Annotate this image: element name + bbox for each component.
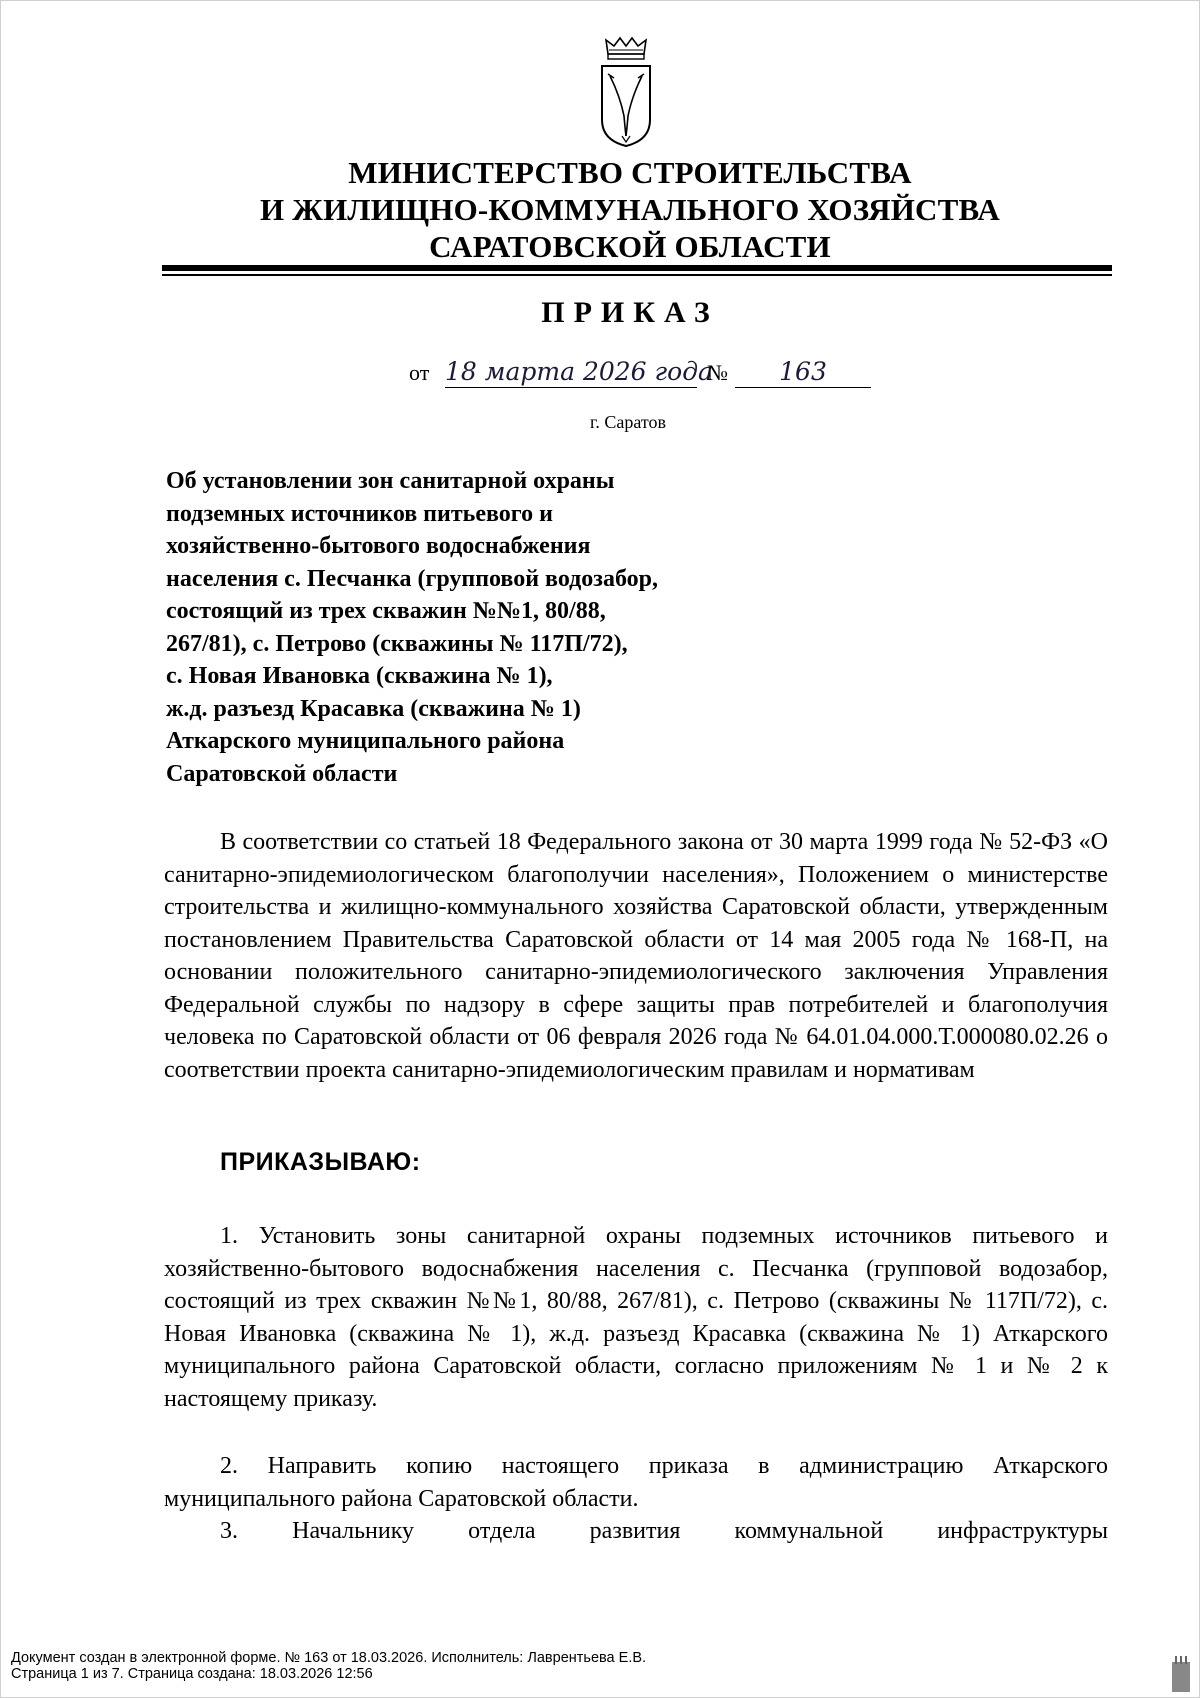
electronic-document-footer (11, 1650, 1161, 1682)
subject-line: состоящий из трех скважин №№1, 80/88, (166, 598, 606, 624)
order-date-handwritten: 18 марта 2026 года (445, 357, 713, 386)
ministry-line-1: МИНИСТЕРСТВО СТРОИТЕЛЬСТВА (348, 155, 912, 190)
preamble-paragraph: В соответствии со статьей 18 Федерального закона от 30 марта 1999 года № 52-ФЗ «О санитарно-эпидемиологическом благополучии населения», Положением о министерстве строительства и жилищно-коммунального хозяйства Саратовской области, утвержденным постановлением Правительства Саратовской области от 14 мая 2005 года № 168-П, на основании положительного санитарно-эпидемиологического заключения Управления Федеральной службы по надзору в сфере защиты прав потребителей и благополучия человека по Саратовской области от 06 февраля 2026 года № 64.01.04.000.Т.000080.02.26 о соответствии проекта санитарно-эпидемиологическим правилам и нормативам (164, 829, 1108, 1083)
order-directive-word: ПРИКАЗЫВАЮ: (220, 1148, 421, 1176)
subject-line: Об установлении зон санитарной охраны (166, 468, 615, 494)
order-subject (166, 465, 806, 790)
ministry-line-3: САРАТОВСКОЙ ОБЛАСТИ (429, 229, 831, 264)
header-rule-thin (162, 274, 1112, 276)
order-title: ПРИКАЗ (541, 296, 719, 329)
subject-line: хозяйственно-бытового водоснабжения (166, 533, 591, 559)
footer-line-2: Страница 1 из 7. Страница создана: 18.03.2026 12:56 (11, 1666, 373, 1682)
header-rule-thick (162, 265, 1112, 271)
date-prefix: от (409, 360, 430, 385)
subject-line: 267/81), с. Петрово (скважины № 117П/72), (166, 630, 628, 657)
ministry-line-2: И ЖИЛИЩНО-КОММУНАЛЬНОГО ХОЗЯЙСТВА (259, 192, 1001, 227)
ministry-name (150, 154, 1110, 265)
order-item-1: 1. Установить зоны санитарной охраны подземных источников питьевого и хозяйственно-бытового водоснабжения населения с. Песчанка (групповой водозабор, состоящий из трех скважин №№1, 80/88, 267/81), с. Петрово (скважины № 117П/72), с. Новая Ивановка (скважина № 1), ж.д. разъезд Красавка (скважина № 1) Аткарского муниципального района Саратовской области, согласно приложениям № 1 и № 2 к настоящему приказу. (164, 1223, 1108, 1412)
subject-line: ж.д. разъезд Красавка (скважина № 1) (166, 695, 581, 722)
order-number-handwritten: 163 (735, 357, 871, 388)
subject-line: Аткарского муниципального района (166, 728, 565, 754)
footer-line-1: Документ создан в электронной форме. № 163 от 18.03.2026. Исполнитель: Лаврентьева Е.В. (11, 1650, 647, 1666)
order-item-3: 3. Начальнику отдела развития коммунальной инфраструктуры (220, 1518, 1108, 1544)
subject-line: подземных источников питьевого и (166, 500, 553, 527)
subject-line: населения с. Песчанка (групповой водозабор, (166, 565, 658, 592)
subject-line: Саратовской области (166, 760, 398, 787)
subject-line: с. Новая Ивановка (скважина № 1), (166, 663, 553, 689)
coat-of-arms-icon (600, 36, 652, 148)
number-prefix: № (707, 360, 728, 385)
order-item-2: 2. Направить копию настоящего приказа в администрацию Аткарского муниципального района Саратовской области. (164, 1453, 1108, 1512)
order-date-number (405, 352, 875, 388)
document-barcode-icon (1172, 1656, 1190, 1692)
order-city: г. Саратов (590, 412, 666, 432)
